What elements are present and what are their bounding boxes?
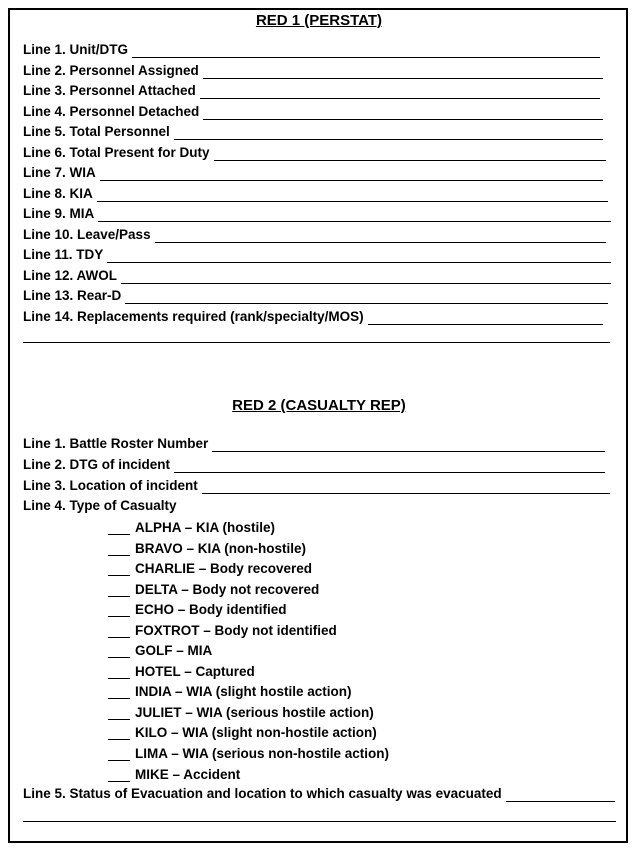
red2-line-5[interactable] [23, 782, 615, 802]
casualty-option-label: BRAVO – KIA (non-hostile) [135, 541, 306, 556]
red1-line-3[interactable] [23, 79, 600, 99]
casualty-option-india[interactable] [108, 679, 352, 699]
red1-line-12-blank[interactable] [121, 269, 611, 284]
casualty-option-hotel[interactable] [108, 659, 255, 679]
red1-line-14[interactable] [23, 305, 603, 325]
red1-line-2[interactable] [23, 59, 603, 79]
casualty-option-label: CHARLIE – Body recovered [135, 561, 313, 576]
casualty-option-label: KILO – WIA (slight non-hostile action) [135, 725, 377, 740]
red1-line-7-label: Line 7. WIA [23, 165, 96, 180]
red1-line-13-blank[interactable] [125, 289, 608, 304]
red1-line-10[interactable] [23, 223, 606, 243]
red2-line-4-label: Line 4. Type of Casualty [23, 498, 177, 513]
red1-line-4-blank[interactable] [203, 105, 603, 120]
red1-line-7[interactable] [23, 161, 603, 181]
red2-line-5-label: Line 5. Status of Evacuation and location to which casualty was evacuated [23, 786, 502, 801]
casualty-option-label: FOXTROT – Body not identified [135, 623, 337, 638]
checkbox-blank[interactable] [108, 541, 130, 556]
casualty-option-foxtrot[interactable] [108, 618, 337, 638]
red1-line-6-label: Line 6. Total Present for Duty [23, 145, 210, 160]
red1-line-8-blank[interactable] [97, 187, 608, 202]
red1-line-2-label: Line 2. Personnel Assigned [23, 63, 199, 78]
red1-title: RED 1 (PERSTAT) [255, 12, 383, 29]
red2-line-5-continuation-blank[interactable] [23, 820, 616, 822]
red1-line-3-label: Line 3. Personnel Attached [23, 83, 196, 98]
red2-line-1-label: Line 1. Battle Roster Number [23, 436, 209, 451]
casualty-option-bravo[interactable] [108, 536, 306, 556]
red1-line-9[interactable] [23, 202, 611, 222]
red1-line-3-blank[interactable] [200, 84, 600, 99]
red1-line-1-blank[interactable] [132, 43, 600, 58]
red1-line-10-label: Line 10. Leave/Pass [23, 227, 151, 242]
red2-line-5-blank[interactable] [506, 787, 615, 802]
red1-line-11-label: Line 11. TDY [23, 247, 104, 262]
checkbox-blank[interactable] [108, 705, 130, 720]
red1-line-11[interactable] [23, 243, 611, 263]
red1-line-1[interactable] [23, 38, 600, 58]
casualty-option-kilo[interactable] [108, 720, 377, 740]
red2-line-2[interactable] [23, 453, 605, 473]
red1-line-9-label: Line 9. MIA [23, 206, 95, 221]
casualty-option-label: GOLF – MIA [135, 643, 213, 658]
red2-title: RED 2 (CASUALTY REP) [232, 397, 406, 414]
checkbox-blank[interactable] [108, 520, 130, 535]
red1-line-6-blank[interactable] [214, 146, 606, 161]
red2-line-4 [23, 494, 177, 514]
casualty-option-delta[interactable] [108, 577, 319, 597]
checkbox-blank[interactable] [108, 767, 130, 782]
checkbox-blank[interactable] [108, 602, 130, 617]
red1-line-7-blank[interactable] [100, 166, 603, 181]
red1-line-6[interactable] [23, 141, 606, 161]
red1-line-8[interactable] [23, 182, 608, 202]
casualty-option-label: HOTEL – Captured [135, 664, 255, 679]
checkbox-blank[interactable] [108, 664, 130, 679]
casualty-option-juliet[interactable] [108, 700, 374, 720]
red1-line-12-label: Line 12. AWOL [23, 268, 118, 283]
red1-line-1-label: Line 1. Unit/DTG [23, 42, 129, 57]
checkbox-blank[interactable] [108, 582, 130, 597]
checkbox-blank[interactable] [108, 725, 130, 740]
red2-line-3-blank[interactable] [202, 479, 610, 494]
red1-line-13-label: Line 13. Rear-D [23, 288, 122, 303]
red1-line-12[interactable] [23, 264, 611, 284]
red1-line-14-label: Line 14. Replacements required (rank/specialty/MOS) [23, 309, 364, 324]
red1-line-8-label: Line 8. KIA [23, 186, 93, 201]
red1-line-4-label: Line 4. Personnel Detached [23, 104, 200, 119]
red1-line-5-blank[interactable] [174, 125, 603, 140]
casualty-option-alpha[interactable] [108, 515, 275, 535]
red2-line-2-label: Line 2. DTG of incident [23, 457, 171, 472]
red1-line-5-label: Line 5. Total Personnel [23, 124, 170, 139]
red1-line-10-blank[interactable] [155, 228, 606, 243]
checkbox-blank[interactable] [108, 684, 130, 699]
red2-line-3-label: Line 3. Location of incident [23, 478, 198, 493]
casualty-option-golf[interactable] [108, 638, 212, 658]
checkbox-blank[interactable] [108, 746, 130, 761]
red1-line-14-continuation-blank[interactable] [23, 341, 610, 343]
red1-line-13[interactable] [23, 284, 608, 304]
red1-line-4[interactable] [23, 100, 603, 120]
red1-line-11-blank[interactable] [107, 248, 611, 263]
casualty-option-lima[interactable] [108, 741, 389, 761]
casualty-option-label: INDIA – WIA (slight hostile action) [135, 684, 352, 699]
casualty-option-label: LIMA – WIA (serious non-hostile action) [135, 746, 390, 761]
checkbox-blank[interactable] [108, 623, 130, 638]
casualty-option-label: MIKE – Accident [135, 767, 241, 782]
red1-line-2-blank[interactable] [203, 64, 603, 79]
casualty-option-echo[interactable] [108, 597, 287, 617]
red1-line-5[interactable] [23, 120, 603, 140]
red2-line-1-blank[interactable] [212, 437, 605, 452]
casualty-option-charlie[interactable] [108, 556, 312, 576]
red2-line-1[interactable] [23, 432, 605, 452]
red2-line-3[interactable] [23, 474, 610, 494]
casualty-option-label: DELTA – Body not recovered [135, 582, 320, 597]
casualty-option-label: ALPHA – KIA (hostile) [135, 520, 276, 535]
red2-line-2-blank[interactable] [174, 458, 605, 473]
casualty-option-label: JULIET – WIA (serious hostile action) [135, 705, 374, 720]
casualty-option-mike[interactable] [108, 762, 240, 782]
checkbox-blank[interactable] [108, 643, 130, 658]
red1-line-14-blank[interactable] [368, 310, 603, 325]
checkbox-blank[interactable] [108, 561, 130, 576]
red1-line-9-blank[interactable] [98, 207, 611, 222]
casualty-option-label: ECHO – Body identified [135, 602, 287, 617]
